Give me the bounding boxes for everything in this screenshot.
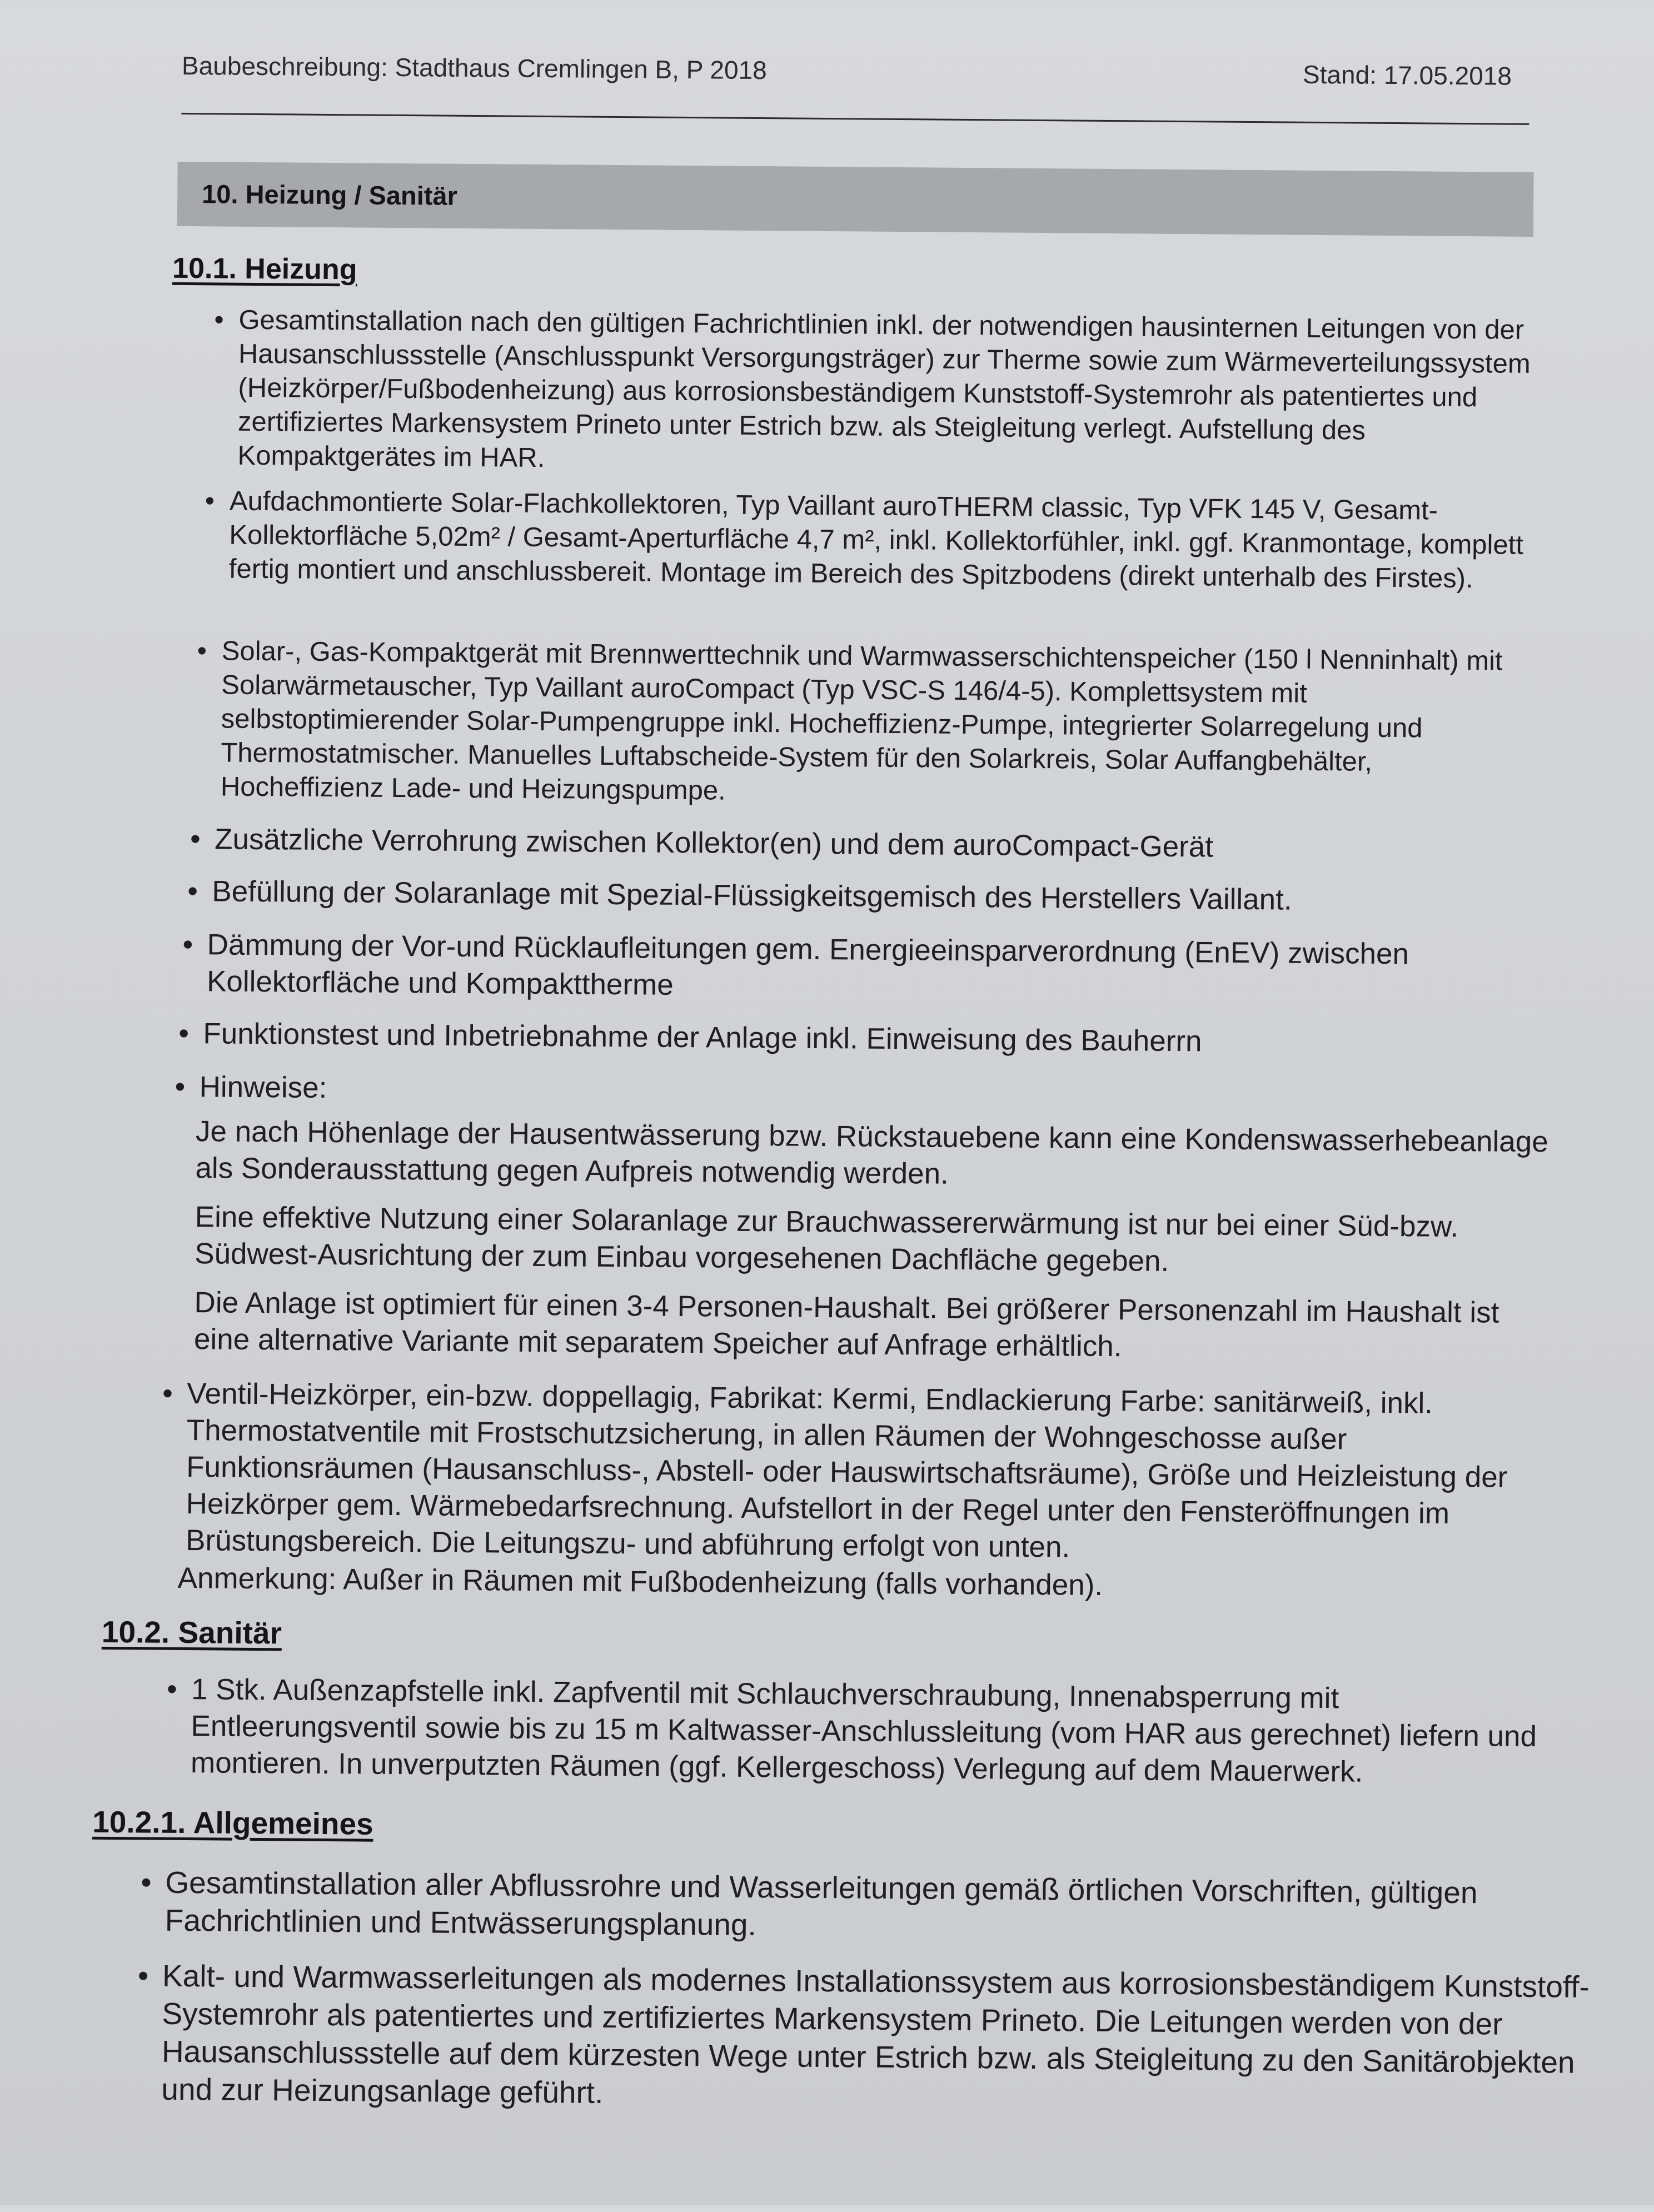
list-item xyxy=(205,485,1536,596)
list-item-text: Aufdachmontierte Solar-Flachkollektoren, Typ Vaillant auroTHERM classic, Typ VFK 145 V, Gesamt-Kollektorfläche 5,02m² / Gesamt-Aperturfläche 4,7 m², inkl. Kollektorfühler, inkl. ggf. Kranmontage, komplett fertig montiert und anschlussbereit. Montage im Bereich des Spitzbodens (direkt unterhalb des Firstes). xyxy=(228,486,1524,594)
list-item xyxy=(182,926,1552,1010)
list-item xyxy=(166,1671,1564,1792)
document-date: Stand: 17.05.2018 xyxy=(1302,59,1512,91)
list-item-hinweise xyxy=(175,1069,1555,1116)
list-item xyxy=(197,634,1539,814)
heading-allgemeines: 10.2.1. Allgemeines xyxy=(92,1804,373,1841)
section-title-bar xyxy=(177,162,1534,237)
list-item-text: Hinweise: xyxy=(199,1070,327,1104)
bullet: • xyxy=(205,486,215,516)
list-item xyxy=(178,1015,1548,1063)
bullet: • xyxy=(141,1865,152,1900)
notes-block xyxy=(194,1113,1558,1381)
bullet: • xyxy=(190,823,201,856)
list-item-text: Gesamtinstallation nach den gültigen Fachrichtlinien inkl. der notwendigen hausinternen Leitungen von der Hausanschlussstelle (Anschlusspunkt Versorgungsträger) zur Therme sowie zum Wärmeverteilungssystem (Heizkörper/Fußbodenheizung) aus korrosionsbeständigem Kunststoff-Systemrohr als patentiertes und zertifiziertes Markensystem Prineto unter Estrich bzw. als Steigleitung verlegt. Aufstellung des Kompaktgerätes im HAR. xyxy=(237,305,1531,474)
list-item-text: Gesamtinstallation aller Abflussrohre und Wasserleitungen gemäß örtlichen Vorschriften, gültigen Fachrichtlinien und Entwässerungsplanung. xyxy=(165,1865,1478,1942)
list-item xyxy=(187,873,1546,920)
document-title: Baubeschreibung: Stadthaus Cremlingen B, P 2018 xyxy=(181,51,767,85)
list-item xyxy=(162,1376,1560,1570)
header-divider xyxy=(181,113,1529,125)
list-item-text: Ventil-Heizkörper, ein-bzw. doppellagig, Fabrikat: Kermi, Endlackierung Farbe: sanitärweiß, inkl. Thermostatventile mit Frostschutzsicherung, in allen Räumen der Wohngeschosse außer Funktionsräumen (Hausanschluss-, Abstell- oder Hauswirtschaftsräume), Größe und Heizleistung der Heizkörper gem. Wärmebedarfsrechnung. Aufstellort in der Regel unter den Fensteröffnungen im Brüstungsbereich. Die Leitungszu- und abführung erfolgt von unten. xyxy=(185,1377,1508,1564)
list-item xyxy=(137,1957,1591,2119)
list-item-text: Befüllung der Solaranlage mit Spezial-Flüssigkeitsgemisch des Herstellers Vaillant. xyxy=(212,875,1292,916)
note-text: Eine effektive Nutzung einer Solaranlage zur Brauchwassererwärmung ist nur bei einer Süd-bzw. Südwest-Ausrichtung der zum Einbau vorgesehenen Dachfläche gegeben. xyxy=(195,1200,1459,1278)
list-item xyxy=(190,821,1548,868)
list-item xyxy=(214,303,1533,483)
section-title: 10. Heizung / Sanitär xyxy=(202,179,458,211)
list-item-text: Dämmung der Vor-und Rücklaufleitungen gem. Energieeinsparverordnung (EnEV) zwischen Kollektorfläche und Kompakttherme xyxy=(206,928,1409,1002)
list-item-text: Kalt- und Warmwasserleitungen als modernes Installationssystem aus korrosionsbeständigem Kunststoff-Systemrohr als patentiertes und zertifiziertes Markensystem Prineto. Die Leitungen werden von der Hausanschlussstelle auf dem kürzesten Wege unter Estrich bzw. als Steigleitung zu den Sanitärobjekten und zur Heizungsanlage geführt. xyxy=(161,1958,1590,2110)
list-item-text: Zusätzliche Verrohrung zwischen Kollektor(en) und dem auroCompact-Gerät xyxy=(214,823,1214,864)
bullet: • xyxy=(162,1377,173,1410)
heading-sanitaer: 10.2. Sanitär xyxy=(101,1614,282,1651)
list-item-text: Solar-, Gas-Kompaktgerät mit Brennwerttechnik und Warmwasserschichtenspeicher (150 l Nenninhalt) mit Solarwärmetauscher, Typ Vaillant auroCompact (Typ VSC-S 146/4-5). Komplettsystem mit selbstoptimierender Solar-Pumpengruppe inkl. Hocheffizienz-Pumpe, integrierter Solarregelung und Thermostatmischer. Manuelles Luftabscheide-System für den Solarkreis, Solar Auffangbehälter, Hocheffizienz Lade- und Heizungspumpe. xyxy=(220,636,1503,806)
anmerkung: Anmerkung: Außer in Räumen mit Fußbodenheizung (falls vorhanden). xyxy=(177,1561,1103,1602)
bullet: • xyxy=(137,1958,149,1993)
bullet: • xyxy=(187,875,198,908)
list-item-text: 1 Stk. Außenzapfstelle inkl. Zapfventil mit Schlauchverschraubung, Innenabsperrung mit Entleerungsventil sowie bis zu 15 m Kaltwasser-Anschlussleitung (vom HAR aus gerechnet) liefern und montieren. In unverputzten Räumen (ggf. Kellergeschoss) Verlegung auf dem Mauerwerk. xyxy=(190,1673,1537,1788)
list-item-text: Funktionstest und Inbetriebnahme der Anlage inkl. Einweisung des Bauherrn xyxy=(203,1017,1202,1058)
heading-heizung: 10.1. Heizung xyxy=(172,252,357,286)
bullet: • xyxy=(175,1070,186,1103)
bullet: • xyxy=(214,305,224,335)
list-item xyxy=(141,1864,1588,1950)
note-text: Die Anlage ist optimiert für einen 3-4 Personen-Haushalt. Bei größerer Personenzahl im Haushalt ist eine alternative Variante mit separatem Speicher auf Anfrage erhältlich. xyxy=(193,1286,1499,1363)
bullet: • xyxy=(197,636,207,666)
bullet: • xyxy=(182,928,193,961)
note-text: Je nach Höhenlage der Hausentwässerung bzw. Rückstauebene kann eine Kondenswasserhebeanlage als Sonderausstattung gegen Aufpreis notwendig werden. xyxy=(195,1115,1548,1190)
bullet: • xyxy=(178,1017,190,1050)
bullet: • xyxy=(166,1672,177,1706)
